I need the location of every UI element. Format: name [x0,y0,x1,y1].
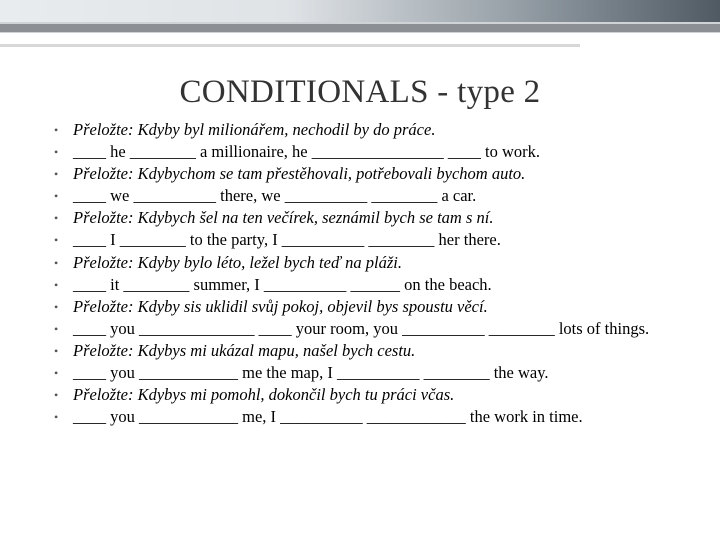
bullet-icon: • [54,233,59,248]
accent-line [0,44,580,47]
exercise-line [34,185,684,207]
item-text: ____ you ____________ me, I __________ ____________ the work in time. [73,407,583,427]
header-stripe-dark [0,24,720,32]
bullet-icon: • [54,388,59,403]
bullet-icon: • [54,343,59,358]
bullet-icon: • [54,167,59,182]
item-text: ____ we __________ there, we __________ ________ a car. [73,186,477,206]
translate-prompt [34,207,684,229]
item-text: Přeložte: Kdybys mi ukázal mapu, našel bych cestu. [73,340,416,360]
header-decoration-band [0,0,720,33]
item-text: ____ you ____________ me the map, I __________ ________ the way. [73,363,549,383]
item-text: Přeložte: Kdyby bylo léto, ležel bych teď na pláži. [73,252,402,272]
item-text: ____ you ______________ ____ your room, you __________ ________ lots of things. [73,318,650,338]
bullet-icon: • [54,255,59,270]
bullet-icon: • [54,123,59,137]
item-text: ____ it ________ summer, I __________ ______ on the beach. [73,274,492,294]
translate-prompt [34,340,684,362]
bullet-icon: • [54,299,59,314]
translate-prompt [34,119,684,141]
translate-prompt [34,296,684,318]
exercise-line [34,406,684,428]
translate-prompt [34,252,684,274]
bullet-icon: • [54,145,59,160]
slide-title: CONDITIONALS - type 2 [179,74,541,110]
exercise-line [34,362,684,384]
item-text: Přeložte: Kdybys mi pomohl, dokončil bych tu práci včas. [73,385,455,405]
item-text: Přeložte: Kdybychom se tam přestěhovali, potřebovali bychom auto. [73,164,526,184]
translate-prompt [34,384,684,406]
item-text: ____ he ________ a millionaire, he ________________ ____ to work. [73,142,540,162]
exercise-line [34,274,684,296]
bullet-icon: • [54,277,59,292]
bullet-icon: • [54,410,59,425]
exercise-line [34,318,684,340]
exercise-line [34,229,684,251]
item-text: ____ I ________ to the party, I __________ ________ her there. [73,230,501,250]
item-text: Přeložte: Kdyby sis uklidil svůj pokoj, objevil bys spoustu věcí. [73,296,488,316]
translate-prompt [34,163,684,185]
item-text: Přeložte: Kdyby byl milionářem, nechodil by do práce. [73,120,436,139]
bullet-list [34,119,684,428]
bullet-icon: • [54,321,59,336]
bullet-icon: • [54,366,59,381]
exercise-line [34,141,684,163]
header-gradient [0,0,720,22]
bullet-icon: • [54,211,59,226]
item-text: Přeložte: Kdybych šel na ten večírek, seznámil bych se tam s ní. [73,208,494,228]
bullet-icon: • [54,189,59,204]
